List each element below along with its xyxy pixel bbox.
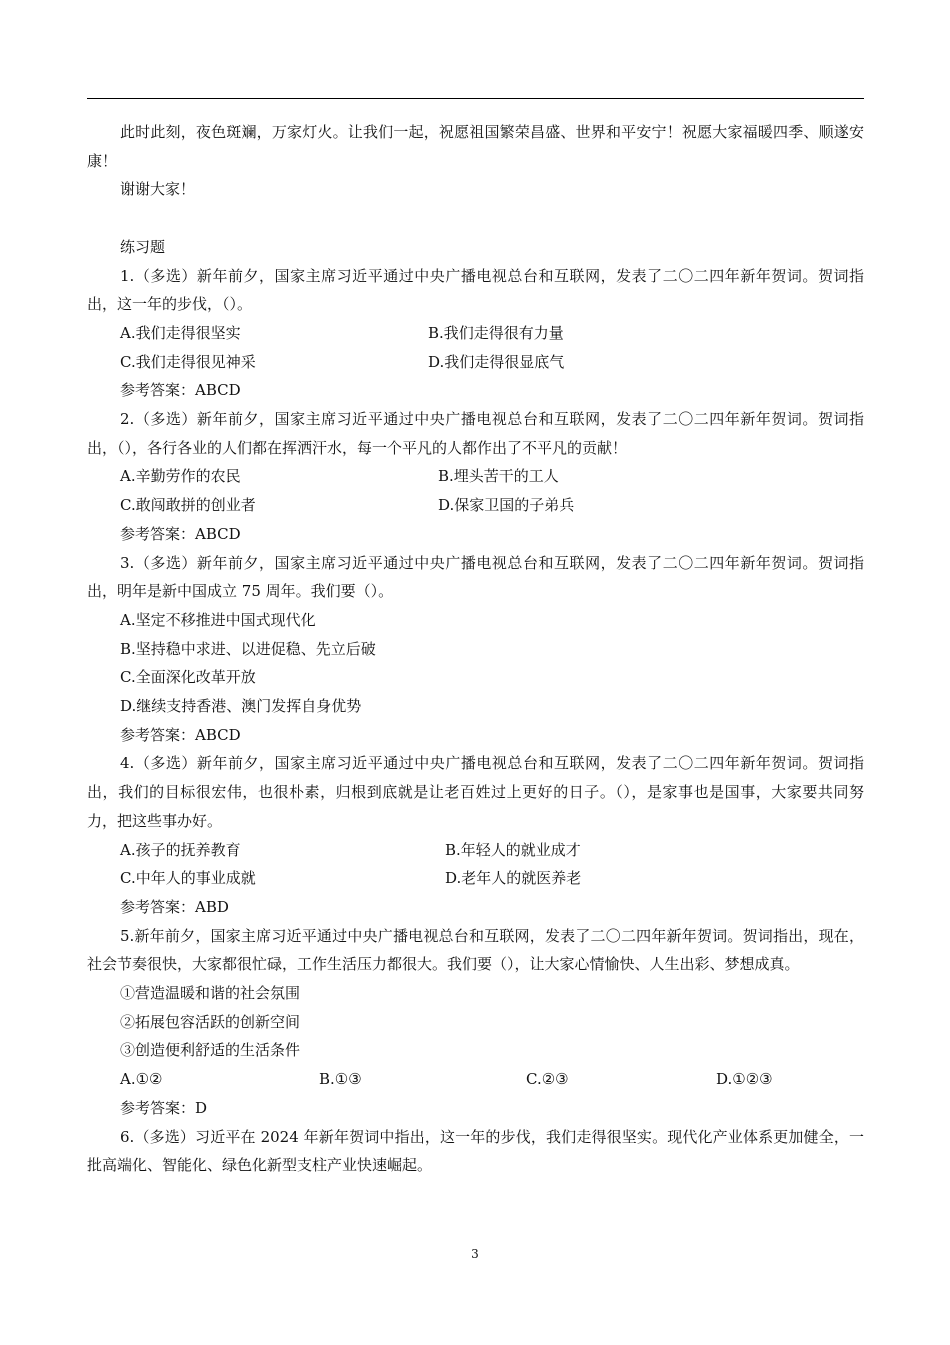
question-4-stem: 4.（多选）新年前夕，国家主席习近平通过中央广播电视总台和互联网，发表了二〇二四年新年贺词。贺词指出，我们的目标很宏伟，也很朴素，归根到底就是让老百姓过上更好的日子。（），是家事也是国事，大家要共同努力，把这些事办好。 [87, 754, 864, 830]
question-5-options-row [87, 1065, 864, 1094]
question-4-options-row-1 [87, 836, 864, 865]
question-5-option-a: A.①② [120, 1070, 163, 1089]
spacer [87, 204, 864, 233]
question-2-options-row-2 [87, 491, 864, 520]
question-4-options-row-2 [87, 864, 864, 893]
question-3-option-d: D.继续支持香港、澳门发挥自身优势 [120, 697, 362, 716]
exercise-heading: 练习题 [120, 237, 166, 256]
closing-thanks: 谢谢大家！ [120, 180, 196, 199]
question-2-option-c: C.敢闯敢拼的创业者 [120, 496, 256, 515]
question-4-option-c: C.中年人的事业成就 [120, 869, 256, 888]
question-3-answer: 参考答案：ABCD [120, 725, 241, 744]
question-1-answer: 参考答案：ABCD [120, 381, 241, 400]
question-3-option-c: C.全面深化改革开放 [120, 668, 256, 687]
question-1-option-c: C.我们走得很见神采 [120, 352, 256, 371]
question-2-option-d: D.保家卫国的子弟兵 [438, 496, 575, 515]
page-content [87, 118, 864, 1180]
question-4-option-d: D.老年人的就医养老 [445, 869, 582, 888]
question-1-options-row-2 [87, 348, 864, 377]
question-3-stem: 3.（多选）新年前夕，国家主席习近平通过中央广播电视总台和互联网，发表了二〇二四年新年贺词。贺词指出，明年是新中国成立 75 周年。我们要（）。 [87, 553, 864, 601]
question-2-answer: 参考答案：ABCD [120, 524, 241, 543]
question-4-answer: 参考答案：ABD [120, 897, 229, 916]
page-number: 3 [471, 1247, 479, 1261]
question-5-option-d: D.①②③ [716, 1070, 773, 1089]
question-1-option-a: A.我们走得很坚实 [120, 323, 241, 342]
question-3-option-a: A.坚定不移推进中国式现代化 [120, 610, 316, 629]
question-5-answer: 参考答案：D [120, 1098, 208, 1117]
question-1-stem: 1.（多选）新年前夕，国家主席习近平通过中央广播电视总台和互联网，发表了二〇二四年新年贺词。贺词指出，这一年的步伐，（）。 [87, 266, 864, 314]
question-5-item-2: ②拓展包容活跃的创新空间 [120, 1012, 301, 1031]
question-4-option-b: B.年轻人的就业成才 [445, 840, 581, 859]
question-5-option-b: B.①③ [319, 1070, 362, 1089]
question-1-option-b: B.我们走得很有力量 [428, 323, 564, 342]
question-2-options-row-1 [87, 462, 864, 491]
question-5-stem: 5.新年前夕，国家主席习近平通过中央广播电视总台和互联网，发表了二〇二四年新年贺词。贺词指出，现在，社会节奏很快，大家都很忙碌，工作生活压力都很大。我们要（），让大家心情愉快、人生出彩、梦想成真。 [87, 926, 864, 974]
header-rule [87, 98, 864, 99]
question-5-item-1: ①营造温暖和谐的社会氛围 [120, 984, 301, 1003]
question-4-option-a: A.孩子的抚养教育 [120, 840, 241, 859]
question-2-stem: 2.（多选）新年前夕，国家主席习近平通过中央广播电视总台和互联网，发表了二〇二四年新年贺词。贺词指出，（），各行各业的人们都在挥洒汗水，每一个平凡的人都作出了不平凡的贡献！ [87, 410, 864, 457]
question-1-options-row-1 [87, 319, 864, 348]
closing-paragraph: 此时此刻，夜色斑斓，万家灯火。让我们一起，祝愿祖国繁荣昌盛、世界和平安宁！祝愿大家福暖四季、顺遂安康！ [87, 123, 864, 170]
question-6-stem: 6.（多选）习近平在 2024 年新年贺词中指出，这一年的步伐，我们走得很坚实。现代化产业体系更加健全，一批高端化、智能化、绿色化新型支柱产业快速崛起。 [87, 1127, 864, 1175]
question-1-option-d: D.我们走得很显底气 [428, 352, 565, 371]
question-5-item-3: ③创造便利舒适的生活条件 [120, 1041, 301, 1060]
question-3-option-b: B.坚持稳中求进、以进促稳、先立后破 [120, 639, 376, 658]
question-5-option-c: C.②③ [526, 1070, 569, 1089]
question-2-option-b: B.埋头苦干的工人 [438, 467, 559, 486]
question-2-option-a: A.辛勤劳作的农民 [120, 467, 241, 486]
